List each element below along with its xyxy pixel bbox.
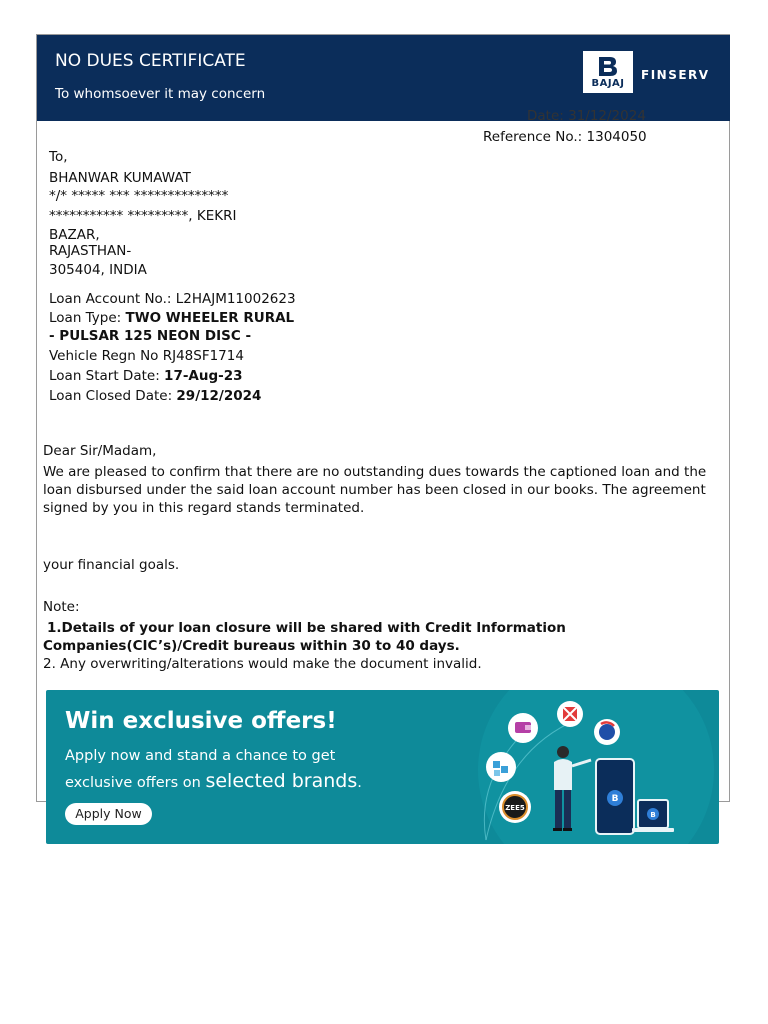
loan-account-number: Loan Account No.: L2HAJM11002623 bbox=[49, 291, 296, 307]
loan-product: - PULSAR 125 NEON DISC - bbox=[49, 328, 252, 344]
address-to: To, bbox=[49, 149, 68, 165]
banner-text-line-2 bbox=[65, 770, 362, 792]
note-heading: Note: bbox=[43, 599, 80, 615]
loan-closed-value: 29/12/2024 bbox=[176, 388, 262, 404]
banner-text-line-1: Apply now and stand a chance to get bbox=[65, 748, 336, 764]
svg-text:B: B bbox=[611, 794, 619, 804]
loan-start-date bbox=[49, 367, 243, 385]
apply-now-button[interactable]: Apply Now bbox=[65, 803, 152, 825]
banner-title: Win exclusive offers! bbox=[65, 708, 337, 734]
loan-type-continued bbox=[49, 327, 251, 345]
salutation: Dear Sir/Madam, bbox=[43, 443, 157, 459]
banner-text-prefix: exclusive offers on bbox=[65, 775, 206, 791]
note-item-1 bbox=[47, 619, 566, 637]
body-paragraph-line-3: signed by you in this regard stands terminated. bbox=[43, 500, 365, 516]
zee5-badge-icon bbox=[499, 791, 531, 823]
financial-goals-text: your financial goals. bbox=[43, 557, 180, 573]
note-item-1-number: 1. bbox=[47, 620, 62, 636]
laptop-device-icon bbox=[632, 800, 674, 832]
banner-illustration bbox=[446, 690, 719, 844]
loan-closed-date bbox=[49, 387, 261, 405]
promo-banner[interactable] bbox=[46, 690, 719, 844]
note-item-1-line-1: Details of your loan closure will be shared with Credit Information bbox=[61, 620, 566, 636]
bajaj-b-icon bbox=[596, 54, 620, 78]
brand-suffix: FINSERV bbox=[641, 68, 710, 82]
certificate-title: NO DUES CERTIFICATE bbox=[55, 51, 246, 71]
address-line-2: *********** *********, KEKRI bbox=[49, 208, 237, 224]
note-item-2: 2. Any overwriting/alterations would make the document invalid. bbox=[43, 656, 482, 672]
zee5-badge-text: ZEE5 bbox=[505, 804, 525, 812]
wallet-icon bbox=[508, 713, 538, 743]
cubes-icon bbox=[486, 752, 516, 782]
brand-circle-icon bbox=[594, 719, 620, 745]
note-item-1-continued bbox=[43, 637, 460, 655]
note-item-1-line-2: Companies(CIC’s)/Credit bureaus within 30 to 40 days. bbox=[43, 638, 460, 654]
banner-text-suffix: . bbox=[357, 775, 362, 791]
loan-type bbox=[49, 309, 294, 327]
phone-device-icon bbox=[596, 759, 634, 834]
gift-icon bbox=[557, 701, 583, 727]
loan-start-label: Loan Start Date: bbox=[49, 368, 165, 384]
body-paragraph-line-2: loan disbursed under the said loan account number has been closed in our books. The agreement bbox=[43, 482, 706, 498]
body-paragraph-line-1: We are pleased to confirm that there are no outstanding dues towards the captioned loan and the bbox=[43, 464, 707, 480]
certificate-page bbox=[36, 34, 730, 802]
reference-number: Reference No.: 1304050 bbox=[483, 129, 647, 145]
banner-text-emphasis: selected brands bbox=[205, 770, 358, 792]
svg-text:B: B bbox=[650, 811, 656, 819]
certificate-date: Date: 31/12/2024 bbox=[527, 108, 646, 124]
vehicle-registration: Vehicle Regn No RJ48SF1714 bbox=[49, 348, 244, 364]
address-line-3: BAZAR, bbox=[49, 227, 100, 243]
loan-closed-label: Loan Closed Date: bbox=[49, 388, 177, 404]
address-line-1: */* ***** *** ************** bbox=[49, 188, 229, 204]
loan-type-label: Loan Type: bbox=[49, 310, 126, 326]
certificate-subtitle: To whomsoever it may concern bbox=[55, 86, 266, 102]
customer-name: BHANWAR KUMAWAT bbox=[49, 170, 191, 186]
brand-logo-box bbox=[583, 51, 633, 93]
loan-start-value: 17-Aug-23 bbox=[164, 368, 243, 384]
address-line-4: RAJASTHAN- bbox=[49, 243, 132, 259]
address-line-5: 305404, INDIA bbox=[49, 262, 147, 278]
brand-name: BAJAJ bbox=[591, 78, 625, 89]
loan-type-value: TWO WHEELER RURAL bbox=[125, 310, 295, 326]
